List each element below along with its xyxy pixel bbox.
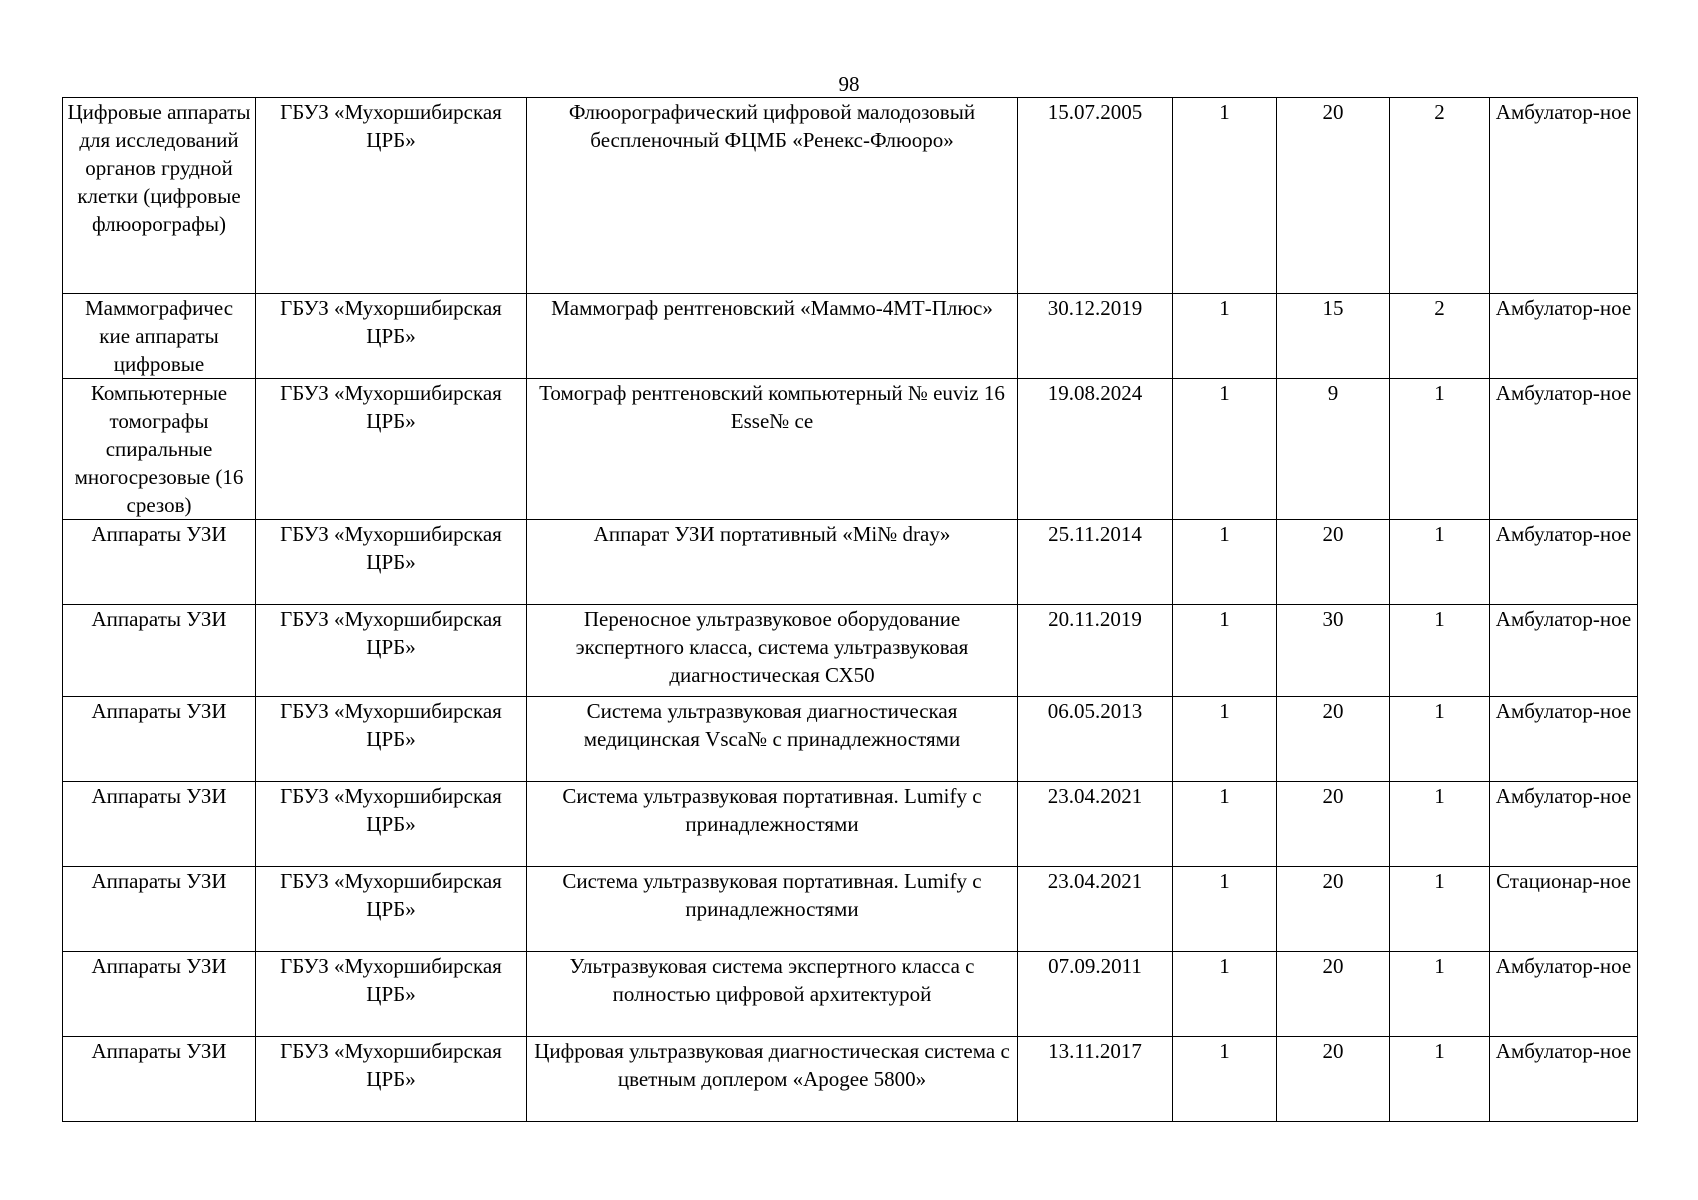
cell-equipment: Маммограф рентгеновский «Маммо-4МТ-Плюс» [527, 294, 1018, 379]
cell-org: ГБУЗ «Мухоршибирская ЦРБ» [256, 1037, 527, 1122]
table-row [63, 294, 1638, 379]
cell-type: Аппараты УЗИ [63, 697, 256, 782]
cell-count: 1 [1390, 697, 1490, 782]
cell-date: 25.11.2014 [1018, 520, 1173, 605]
cell-date: 20.11.2019 [1018, 605, 1173, 697]
cell-years: 20 [1277, 520, 1390, 605]
table-row [63, 697, 1638, 782]
cell-count: 2 [1390, 98, 1490, 294]
cell-equipment: Система ультразвуковая портативная. Lumify с принадлежностями [527, 782, 1018, 867]
cell-years: 20 [1277, 98, 1390, 294]
cell-qty: 1 [1173, 294, 1277, 379]
cell-mode: Амбулатор-ное [1490, 605, 1638, 697]
table-row [63, 952, 1638, 1037]
cell-years: 15 [1277, 294, 1390, 379]
cell-org: ГБУЗ «Мухоршибирская ЦРБ» [256, 379, 527, 520]
cell-type: Аппараты УЗИ [63, 605, 256, 697]
cell-org: ГБУЗ «Мухоршибирская ЦРБ» [256, 294, 527, 379]
equipment-table [62, 97, 1638, 1122]
cell-date: 07.09.2011 [1018, 952, 1173, 1037]
cell-equipment: Ультразвуковая система экспертного класса с полностью цифровой архитектурой [527, 952, 1018, 1037]
cell-mode: Амбулатор-ное [1490, 520, 1638, 605]
cell-date: 30.12.2019 [1018, 294, 1173, 379]
cell-date: 19.08.2024 [1018, 379, 1173, 520]
cell-years: 20 [1277, 1037, 1390, 1122]
cell-date: 13.11.2017 [1018, 1037, 1173, 1122]
cell-equipment: Флюорографический цифровой малодозовый беспленочный ФЦМБ «Ренекс-Флюоро» [527, 98, 1018, 294]
cell-date: 06.05.2013 [1018, 697, 1173, 782]
cell-org: ГБУЗ «Мухоршибирская ЦРБ» [256, 697, 527, 782]
cell-equipment: Аппарат УЗИ портативный «Mi№ dray» [527, 520, 1018, 605]
cell-years: 20 [1277, 952, 1390, 1037]
cell-date: 23.04.2021 [1018, 782, 1173, 867]
cell-qty: 1 [1173, 520, 1277, 605]
cell-org: ГБУЗ «Мухоршибирская ЦРБ» [256, 782, 527, 867]
cell-years: 20 [1277, 782, 1390, 867]
cell-years: 9 [1277, 379, 1390, 520]
cell-mode: Амбулатор-ное [1490, 294, 1638, 379]
cell-org: ГБУЗ «Мухоршибирская ЦРБ» [256, 520, 527, 605]
cell-qty: 1 [1173, 98, 1277, 294]
cell-type: Аппараты УЗИ [63, 1037, 256, 1122]
cell-mode: Амбулатор-ное [1490, 1037, 1638, 1122]
cell-type: Аппараты УЗИ [63, 782, 256, 867]
cell-type: Аппараты УЗИ [63, 952, 256, 1037]
cell-count: 1 [1390, 1037, 1490, 1122]
cell-years: 20 [1277, 697, 1390, 782]
cell-type: Аппараты УЗИ [63, 520, 256, 605]
cell-mode: Амбулатор-ное [1490, 379, 1638, 520]
cell-qty: 1 [1173, 605, 1277, 697]
cell-count: 1 [1390, 952, 1490, 1037]
cell-mode: Амбулатор-ное [1490, 782, 1638, 867]
cell-years: 20 [1277, 867, 1390, 952]
cell-years: 30 [1277, 605, 1390, 697]
cell-mode: Амбулатор-ное [1490, 98, 1638, 294]
cell-mode: Амбулатор-ное [1490, 952, 1638, 1037]
table-row [63, 867, 1638, 952]
cell-org: ГБУЗ «Мухоршибирская ЦРБ» [256, 867, 527, 952]
cell-type: Цифровые аппараты для исследований органов грудной клетки (цифровые флюорографы) [63, 98, 256, 294]
cell-count: 1 [1390, 782, 1490, 867]
cell-count: 1 [1390, 379, 1490, 520]
page-number: 98 [838, 72, 860, 96]
cell-equipment: Переносное ультразвуковое оборудование экспертного класса, система ультразвуковая диагностическая СХ50 [527, 605, 1018, 697]
cell-qty: 1 [1173, 952, 1277, 1037]
cell-type: Аппараты УЗИ [63, 867, 256, 952]
cell-count: 1 [1390, 605, 1490, 697]
table-row [63, 98, 1638, 294]
cell-date: 15.07.2005 [1018, 98, 1173, 294]
cell-org: ГБУЗ «Мухоршибирская ЦРБ» [256, 952, 527, 1037]
cell-date: 23.04.2021 [1018, 867, 1173, 952]
cell-org: ГБУЗ «Мухоршибирская ЦРБ» [256, 98, 527, 294]
cell-qty: 1 [1173, 867, 1277, 952]
cell-org: ГБУЗ «Мухоршибирская ЦРБ» [256, 605, 527, 697]
cell-qty: 1 [1173, 1037, 1277, 1122]
cell-type: Компьютерные томографы спиральные многосрезовые (16 срезов) [63, 379, 256, 520]
table-row [63, 520, 1638, 605]
table-row [63, 605, 1638, 697]
table-row [63, 379, 1638, 520]
cell-qty: 1 [1173, 697, 1277, 782]
cell-qty: 1 [1173, 379, 1277, 520]
cell-count: 1 [1390, 867, 1490, 952]
cell-equipment: Система ультразвуковая диагностическая медицинская Vsca№ с принадлежностями [527, 697, 1018, 782]
cell-equipment: Цифровая ультразвуковая диагностическая система с цветным доплером «Apogee 5800» [527, 1037, 1018, 1122]
cell-qty: 1 [1173, 782, 1277, 867]
cell-equipment: Система ультразвуковая портативная. Lumify с принадлежностями [527, 867, 1018, 952]
cell-count: 2 [1390, 294, 1490, 379]
table-row [63, 782, 1638, 867]
cell-type: Маммографичес кие аппараты цифровые [63, 294, 256, 379]
cell-equipment: Томограф рентгеновский компьютерный № euviz 16 Esse№ ce [527, 379, 1018, 520]
cell-count: 1 [1390, 520, 1490, 605]
cell-mode: Стационар-ное [1490, 867, 1638, 952]
cell-mode: Амбулатор-ное [1490, 697, 1638, 782]
table-row [63, 1037, 1638, 1122]
